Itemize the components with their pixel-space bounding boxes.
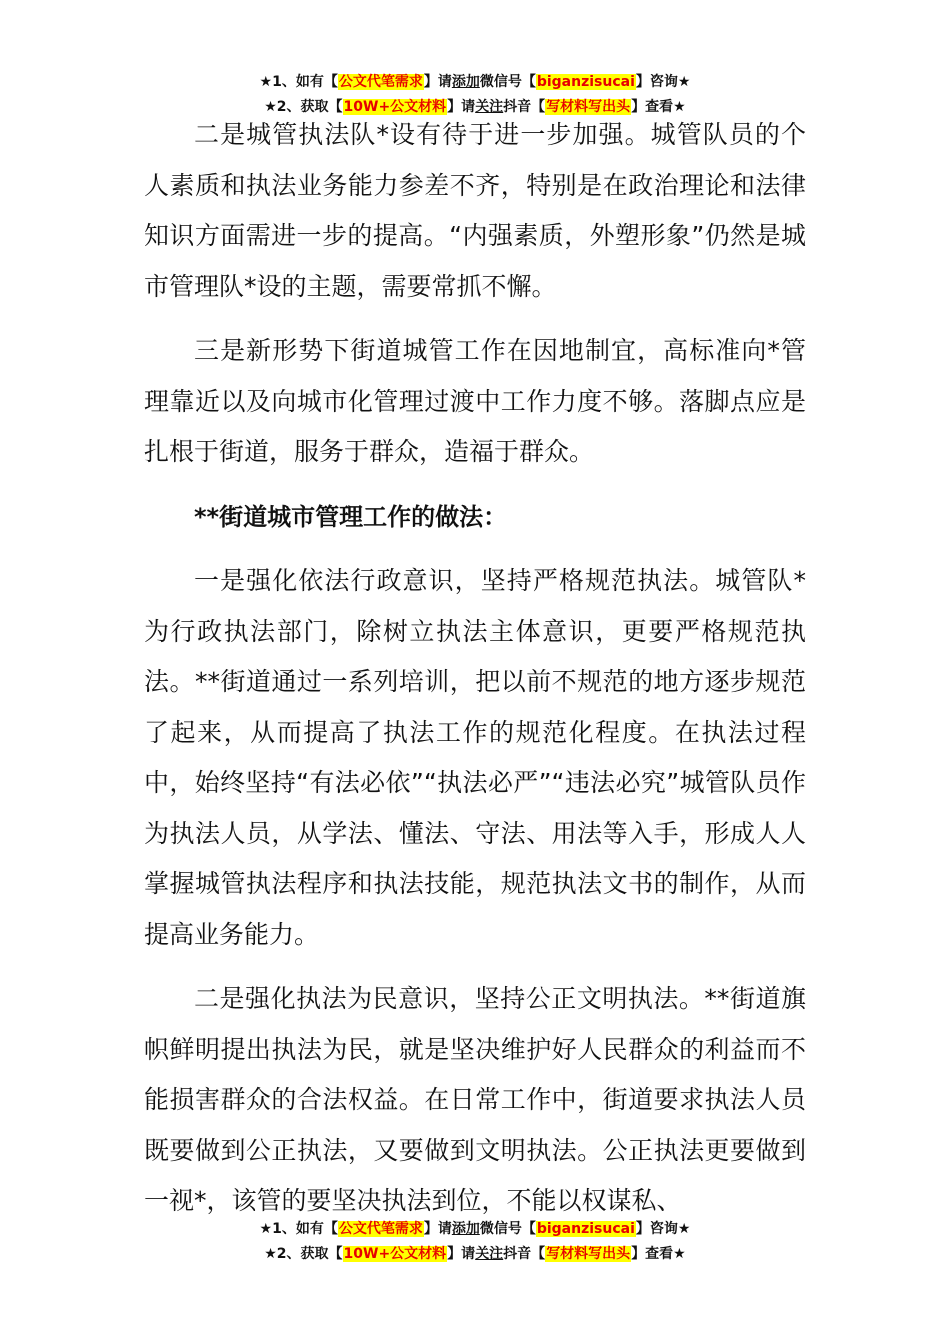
paragraph: 三是新形势下街道城管工作在因地制宜，高标准向*管理靠近以及向城市化管理过渡中工作力度不够。落脚点应是扎根于街道，服务于群众，造福于群众。 [144, 336, 806, 466]
banner-text: 】请 [447, 99, 476, 115]
banner-highlight: biganzisucai [536, 1221, 635, 1237]
banner-text: ★2、获取【 [264, 99, 343, 115]
paragraph: 一是强化依法行政意识，坚持严格规范执法。城管队*为行政执法部门，除树立执法主体意识，更要严格规范执法。**街道通过一系列培训，把以前不规范的地方逐步规范了起来，从而提高了执法工作的规范化程度。在执法过程中，始终坚持“有法必依”“执法必严”“违法必究”城管队员作为执法人员，从学法、懂法、守法、用法等入手，形成人人掌握城管执法程序和执法技能，规范执法文书的制作，从而提高业务能力。 [144, 566, 806, 949]
banner-highlight: biganzisucai [536, 74, 635, 90]
banner-underlined-text: 关注 [475, 99, 504, 115]
banner-text: 】查看★ [631, 1246, 686, 1262]
banner-text: 】请 [423, 74, 452, 90]
banner-line-1 [0, 70, 950, 95]
banner-text: 】查看★ [631, 99, 686, 115]
banner-text: 抖音【 [503, 99, 546, 115]
banner-highlight: 公文代笔需求 [338, 74, 423, 90]
paragraph: 二是城管执法队*设有待于进一步加强。城管队员的个人素质和执法业务能力参差不齐，特别是在政治理论和法律知识方面需进一步的提高。“内强素质，外塑形象”仍然是城市管理队*设的主题，需要常抓不懈。 [144, 120, 806, 301]
banner-text: 抖音【 [503, 1246, 546, 1262]
banner-highlight: 写材料写出头 [546, 99, 631, 115]
banner-text: 】请 [423, 1221, 452, 1237]
banner-highlight: 公文代笔需求 [338, 1221, 423, 1237]
banner-highlight: 写材料写出头 [546, 1246, 631, 1262]
banner-underlined-text: 添加 [451, 1221, 480, 1237]
banner-text: 微信号【 [479, 74, 536, 90]
banner-text: ★1、如有【 [259, 1221, 338, 1237]
banner-text: 微信号【 [479, 1221, 536, 1237]
banner-text: ★1、如有【 [259, 74, 338, 90]
document-body [144, 110, 806, 1241]
banner-line-1 [0, 1217, 950, 1242]
banner-underlined-text: 关注 [475, 1246, 504, 1262]
banner-text: 】咨询★ [635, 74, 691, 90]
banner-highlight: 10W+公文材料 [343, 1246, 447, 1262]
banner-highlight: 10W+公文材料 [343, 99, 447, 115]
banner-text: ★2、获取【 [264, 1246, 343, 1262]
bottom-banner [0, 1217, 950, 1267]
paragraph: 二是强化执法为民意识，坚持公正文明执法。**街道旗帜鲜明提出执法为民，就是坚决维护好人民群众的利益而不能损害群众的合法权益。在日常工作中，街道要求执法人员既要做到公正执法，又要做到文明执法。公正执法更要做到一视*，该管的要坚决执法到位，不能以权谋私、 [144, 984, 806, 1215]
banner-line-2 [0, 1242, 950, 1267]
banner-text: 】请 [447, 1246, 476, 1262]
banner-text: 】咨询★ [635, 1221, 691, 1237]
banner-underlined-text: 添加 [451, 74, 480, 90]
section-heading: **街道城市管理工作的做法： [194, 502, 508, 531]
